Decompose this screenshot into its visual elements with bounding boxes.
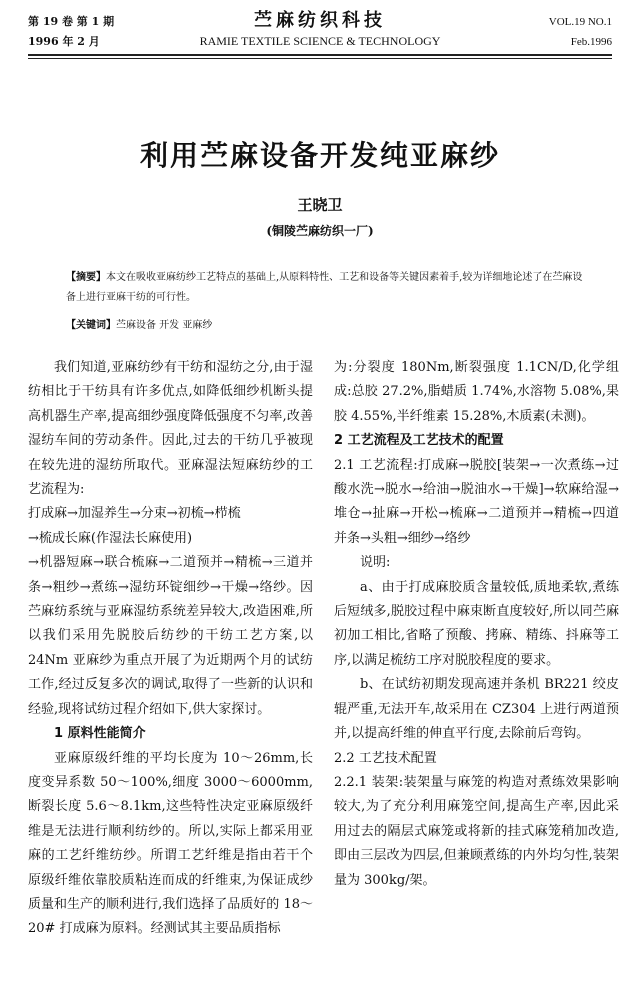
header-rule-thin — [28, 58, 612, 59]
section-heading: 2 工艺流程及工艺技术的配置 — [334, 433, 504, 449]
body-paragraph: 亚麻原级纤维的平均长度为 10～26mm,长度变异系数 50～100%,细度 3000～6000mm,断裂长度 5.6～8.1km,这些特性决定亚麻原级纤维是无法进行顺利纺纱的。所以,实际上都采用亚麻的工艺纤维纺纱。所谓工艺纤维是指由若干个原级纤维依靠胶质粘连而成的纤维束,为保证成纱质量和生产的顺利进行,我们选择了品质好的 18～20# 打成麻为原料。经测试其主要品质指标 — [28, 750, 313, 937]
journal-name — [150, 10, 490, 50]
header-rule-thick — [28, 54, 612, 56]
issue-info-en — [549, 12, 612, 52]
abstract-label: 【摘要】 — [66, 272, 106, 283]
journal-name-cn: 苎麻纺织科技 — [254, 10, 386, 31]
journal-name-en: RAMIE TEXTILE SCIENCE & TECHNOLOGY — [199, 34, 441, 48]
keywords-text: 苎麻设备 开发 亚麻纱 — [116, 320, 213, 331]
article-title: 利用苎麻设备开发纯亚麻纱 — [139, 139, 500, 172]
note-label: 说明: — [360, 555, 391, 571]
volume-issue-en: VOL.19 NO.1 — [548, 16, 612, 28]
subsection-heading: 2.2 工艺技术配置 — [334, 750, 437, 766]
abstract — [66, 268, 586, 308]
process-line: →梳成长麻(作湿法长麻使用) — [28, 530, 193, 546]
keywords — [66, 316, 586, 336]
left-column — [28, 356, 313, 942]
issue-info — [28, 12, 114, 52]
body-paragraph: 2.1 工艺流程:打成麻→脱胶[装架→一次煮练→过酸水洗→脱水→给油→脱油水→干燥]→软麻给湿→堆仓→扯麻→开松→梳麻→二道预并→精梳→四道并条→头粗→细纱→络纱 — [334, 457, 619, 546]
process-line: 打成麻→加湿养生→分束→初梳→栉梳 — [28, 506, 241, 522]
note-paragraph: b、在试纺初期发现高速并条机 BR221 绞皮辊严重,无法开车,故采用在 CZ304 上进行两道预并,以提高纤维的伸直平行度,去除前后弯钩。 — [334, 677, 619, 742]
body-paragraph: 为:分裂度 180Nm,断裂强度 1.1CN/D,化学组成:总胶 27.2%,脂蜡质 1.74%,水溶物 5.08%,果胶 4.55%,半纤维素 15.28%,木质素(未测)。 — [334, 360, 619, 424]
note-paragraph: a、由于打成麻胶质含量较低,质地柔软,煮练后短绒多,脱胶过程中麻束断直度较好,所以同苎麻初加工相比,省略了预酸、拷麻、精练、抖麻等工序,以满足梳纺工序对脱胶程度的要求。 — [334, 579, 619, 668]
author-affiliation: (铜陵苎麻纺织一厂) — [266, 224, 374, 238]
body-paragraph: →机器短麻→联合梳麻→二道预并→精梳→三道并条→粗纱→煮练→湿纺环锭细纱→干燥→络纱。因苎麻纺系统与亚麻湿纺系统差异较大,改造困难,所以我们采用先脱胶后纺纱的干纺工艺方案,以 24Nm 亚麻纱为重点开展了为近期两个月的试纺工作,经过反复多次的调试,取得了一些新的认识和经验,现将试纺过程介绍如下,供大家探讨。 — [28, 555, 313, 717]
right-column — [334, 356, 619, 893]
issue-date: 1996 年 2 月 — [28, 35, 100, 48]
issue-date-en: Feb.1996 — [570, 36, 612, 48]
journal-header — [0, 0, 640, 62]
body-paragraph: 2.2.1 装架:装架量与麻笼的构造对煮练效果影响较大,为了充分利用麻笼空间,提高生产率,因此采用过去的隔层式麻笼或将新的挂式麻笼稍加改造,即由三层改为四层,但兼顾煮练的内外均匀性,装架量为 300kg/架。 — [334, 774, 619, 888]
author-name: 王晓卫 — [297, 196, 343, 214]
section-heading: 1 原料性能简介 — [54, 726, 146, 742]
keywords-label: 【关键词】 — [66, 320, 116, 331]
body-paragraph: 我们知道,亚麻纺纱有干纺和湿纺之分,由于湿纺相比于干纺具有许多优点,如降低细纱机断头提高机器生产率,提高细纱强度降低强度不匀率,改善湿纺车间的劳动条件。因此,过去的干纺几乎被现在较先进的湿纺所取代。亚麻湿法短麻纺纱的工艺流程为: — [28, 360, 313, 498]
volume-issue: 第 19 卷 第 1 期 — [28, 15, 115, 28]
abstract-text: 本文在吸收亚麻纺纱工艺特点的基础上,从原料特性、工艺和设备等关键因素着手,较为详细地论述了在苎麻设备上进行亚麻干纺的可行性。 — [66, 272, 583, 303]
